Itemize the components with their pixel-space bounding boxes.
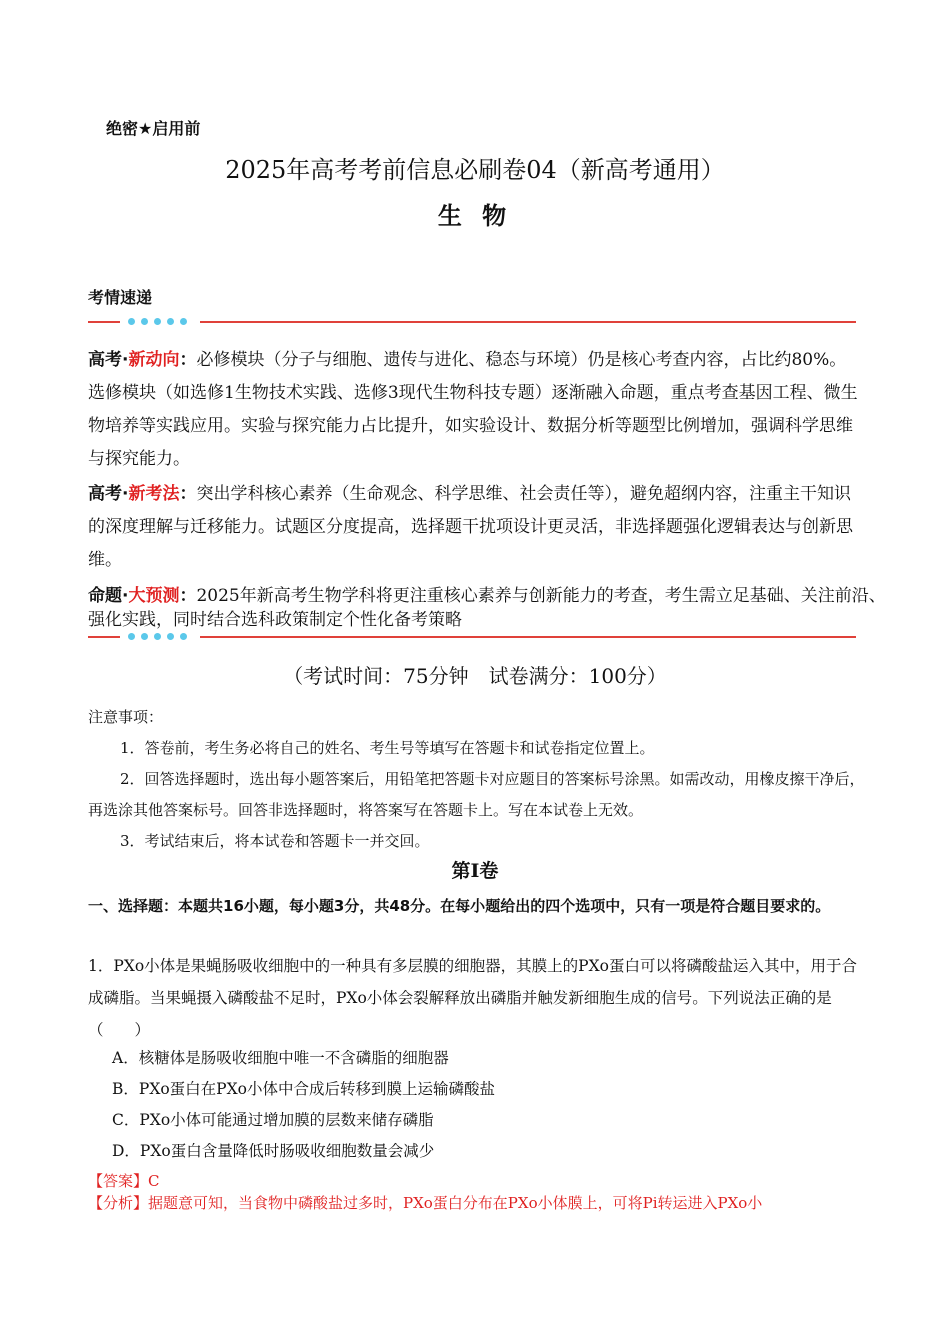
prediction-paragraph: 命题·大预测：2025年新高考生物学科将更注重核心素养与创新能力的考查，考生需立足基础、关注前沿、强化实践，同时结合选科政策制定个性化备考策略 [88, 586, 886, 630]
new-method-paragraph: 高考·新考法：突出学科核心素养（生命观念、科学思维、社会责任等），避免超纲内容，注重主干知识的深度理解与迁移能力。试题区分度提高，选择题干扰项设计更灵活，非选择题强化逻辑表达与创新思维。 [88, 484, 853, 570]
option-d: D．PXo蛋白含量降低时肠吸收细胞数量会减少 [112, 1142, 435, 1160]
new-direction-tag-highlight: 新动向 [128, 350, 180, 370]
question-stem: 1．PXo小体是果蝇肠吸收细胞中的一种具有多层膜的细胞器，其膜上的PXo蛋白可以将磷酸盐运入其中，用于合成磷脂。当果蝇摄入磷酸盐不足时，PXo小体会裂解释放出磷脂并触发新细胞生成的信号。下列说法正确的是（ ） [88, 957, 857, 1039]
notice-title: 注意事项： [88, 708, 164, 726]
new-direction-paragraph: 高考·新动向：必修模块（分子与细胞、遗传与进化、稳态与环境）仍是核心考查内容，占比约80%。选修模块（如选修1生物技术实践、选修3现代生物科技专题）逐渐融入命题，重点考查基因工程、微生物培养等实践应用。实验与探究能力占比提升，如实验设计、数据分析等题型比例增加，强调科学思维与探究能力。 [88, 350, 858, 469]
subject-title: 生 物 [437, 201, 513, 230]
new-direction-text: 必修模块（分子与细胞、遗传与进化、稳态与环境）仍是核心考查内容，占比约80%。选修模块（如选修1生物技术实践、选修3现代生物科技专题）逐渐融入命题，重点考查基因工程、微生物培养等实践应用。实验与探究能力占比提升，如实验设计、数据分析等题型比例增加，强调科学思维与探究能力。 [88, 350, 858, 469]
prediction-tag-prefix: 命题· [88, 586, 129, 606]
new-direction-tag-prefix: 高考· [88, 350, 129, 370]
dots-icon [128, 632, 194, 642]
dots-icon [128, 317, 194, 327]
exam-time: （考试时间：75分钟 试卷满分：100分） [283, 664, 667, 688]
answer-line: 【答案】C [88, 1172, 160, 1190]
notice-block [88, 702, 868, 857]
option-a: A．核糖体是肠吸收细胞中唯一不含磷脂的细胞器 [112, 1049, 449, 1067]
prediction-tag-highlight: 大预测 [128, 586, 180, 606]
option-c: C．PXo小体可能通过增加膜的层数来储存磷脂 [112, 1111, 434, 1129]
notice-item: 3．考试结束后，将本试卷和答题卡一并交回。 [120, 832, 430, 850]
option-b: B．PXo蛋白在PXo小体中合成后转移到膜上运输磷酸盐 [112, 1080, 495, 1098]
notice-item: 1．答卷前，考生务必将自己的姓名、考生号等填写在答题卡和试卷指定位置上。 [120, 739, 655, 757]
prediction-text: 2025年新高考生物学科将更注重核心素养与创新能力的考查，考生需立足基础、关注前沿、强化实践，同时结合选科政策制定个性化备考策略 [88, 586, 886, 630]
new-method-tag-highlight: 新考法 [128, 484, 180, 504]
secret-label: 绝密★启用前 [106, 119, 201, 138]
decorative-divider-top [88, 315, 856, 329]
volume-title: 第Ⅰ卷 [451, 860, 499, 882]
section-heading: 一、选择题：本题共16小题，每小题3分，共48分。在每小题给出的四个选项中，只有一项是符合题目要求的。 [88, 897, 831, 915]
decorative-divider-bottom [88, 630, 856, 644]
analysis-line: 【分析】据题意可知，当食物中磷酸盐过多时，PXo蛋白分布在PXo小体膜上，可将Pi转运进入PXo小 [88, 1194, 763, 1212]
exam-info-heading: 考情速递 [88, 288, 153, 307]
new-method-text: 突出学科核心素养（生命观念、科学思维、社会责任等），避免超纲内容，注重主干知识的深度理解与迁移能力。试题区分度提高，选择题干扰项设计更灵活，非选择题强化逻辑表达与创新思维。 [88, 484, 853, 570]
notice-item: 2．回答选择题时，选出每小题答案后，用铅笔把答题卡对应题目的答案标号涂黑。如需改动，用橡皮擦干净后，再选涂其他答案标号。回答非选择题时，将答案写在答题卡上。写在本试卷上无效。 [88, 770, 865, 819]
page-title: 2025年高考考前信息必刷卷04（新高考通用） [225, 156, 725, 184]
new-method-tag-prefix: 高考· [88, 484, 129, 504]
